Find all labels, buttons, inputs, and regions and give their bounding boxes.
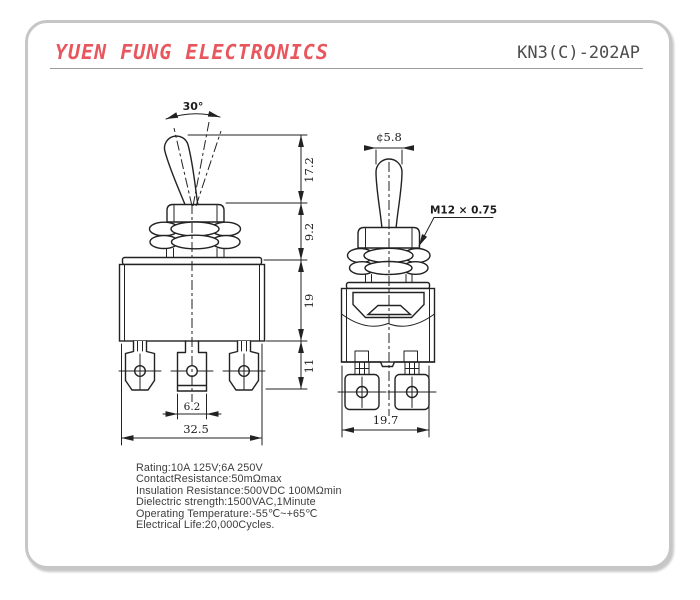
dim-dia-5-8-label: ¢5.8 — [376, 130, 402, 144]
angle-30-label: 30° — [182, 100, 204, 113]
company-title: YUEN FUNG ELECTRONICS — [55, 40, 329, 64]
front-view-drawing — [119, 114, 307, 445]
hex-nuts-front — [150, 222, 241, 258]
side-view-drawing — [338, 148, 493, 437]
spec-line-electrical-life: Electrical Life:20,000Cycles. — [136, 519, 275, 532]
terminals-side — [338, 362, 436, 410]
specifications-block — [136, 463, 342, 531]
spec-line-operating-temperature: Operating Temperature:-55℃~+65℃ — [136, 507, 318, 520]
dim-11-label: 11 — [302, 358, 316, 374]
spec-line-rating: Rating:10A 125V;6A 250V — [136, 462, 263, 474]
spec-line-contact-resistance: ContactResistance:50mΩmax — [136, 473, 282, 486]
spec-line-insulation-resistance: Insulation Resistance:500VDC 100MΩmin — [136, 484, 342, 497]
spec-line-dielectric-strength: Dielectric strength:1500VAC,1Minute — [136, 496, 316, 509]
angle-dimension — [166, 114, 220, 119]
toggle-lever-front — [162, 133, 204, 209]
model-number: KN3(C)-202AP — [517, 43, 640, 63]
dim-19-label: 19 — [302, 293, 316, 309]
bushing-front — [167, 205, 224, 223]
dim-17-2-label: 17.2 — [302, 157, 316, 183]
thread-callout-leader — [419, 218, 493, 247]
thread-m12-label: M12 × 0.75 — [429, 204, 498, 217]
dim-19-7-label: 19.7 — [372, 413, 399, 427]
dim-6-2-label: 6.2 — [183, 401, 201, 413]
dim-32-5-label: 32.5 — [183, 422, 209, 436]
switch-body-side — [342, 283, 435, 367]
dim-9-2-label: 9.2 — [302, 222, 316, 242]
